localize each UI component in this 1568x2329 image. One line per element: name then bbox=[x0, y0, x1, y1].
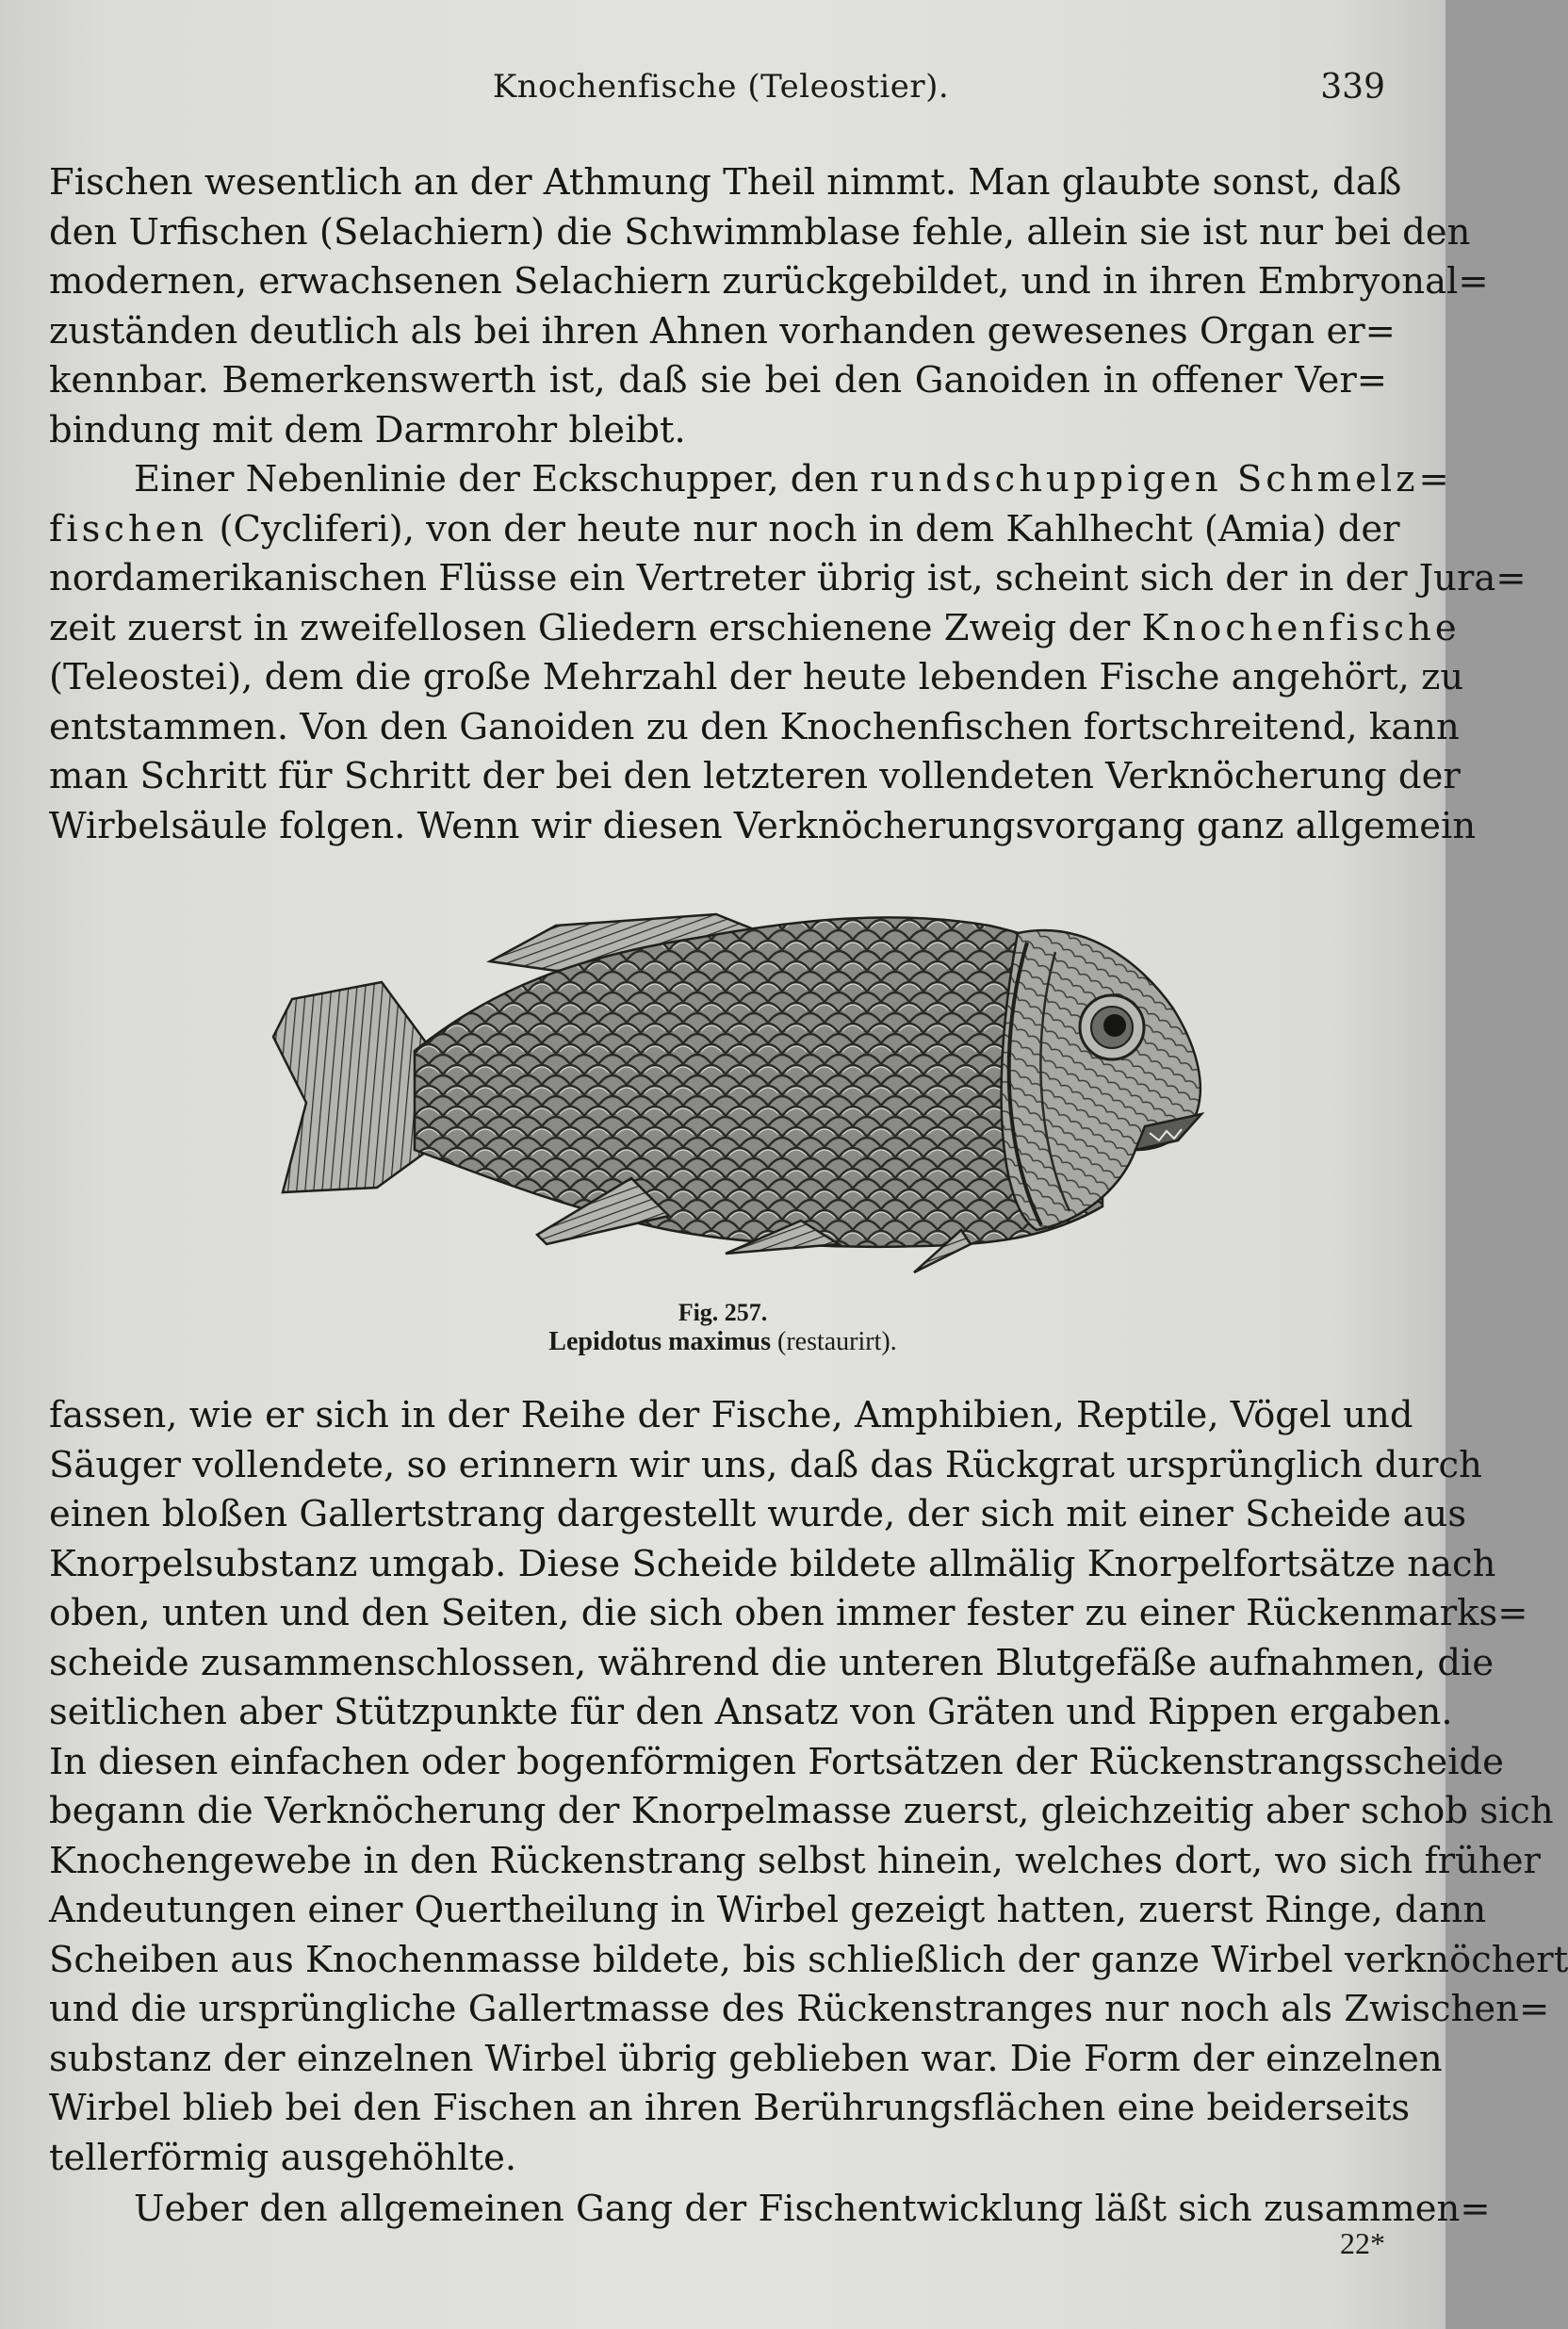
text-line bbox=[49, 505, 1400, 555]
text-line bbox=[49, 455, 1453, 505]
text-line: nordamerikanischen Flüsse ein Vertreter übrig ist, scheint sich der in der Jura= bbox=[49, 557, 1527, 599]
text-line: entstammen. Von den Ganoiden zu den Knochenfischen fortschreitend, kann bbox=[49, 705, 1460, 748]
text-line: tellerförmig ausgehöhlte. bbox=[49, 2136, 517, 2179]
text-run: zeit zuerst in zweifellosen Gliedern erschienene Zweig der bbox=[49, 606, 1142, 649]
fish-illustration bbox=[273, 867, 1206, 1291]
lepidotus-engraving bbox=[273, 867, 1206, 1291]
text-line: seitlichen aber Stützpunkte für den Ansatz von Gräten und Rippen ergaben. bbox=[49, 1691, 1453, 1733]
paragraph-fischentwicklung bbox=[49, 2185, 1491, 2235]
text-line: bindung mit dem Darmrohr bleibt. bbox=[49, 408, 686, 451]
text-line: kennbar. Bemerkenswerth ist, daß sie bei den Ganoiden in offener Ver= bbox=[49, 359, 1387, 402]
text-line: Knorpelsubstanz umgab. Diese Scheide bildete allmälig Knorpelfortsätze nach bbox=[49, 1542, 1496, 1585]
text-line: begann die Verknöcherung der Knorpelmasse zuerst, gleichzeitig aber schob sich bbox=[49, 1790, 1554, 1832]
paragraph-wirbelsaeule bbox=[49, 1391, 1568, 2183]
text-line: Wirbel blieb bei den Fischen an ihren Berührungsflächen eine beiderseits bbox=[49, 2087, 1411, 2129]
text-line: oben, unten und den Seiten, die sich oben immer fester zu einer Rückenmarks= bbox=[49, 1592, 1528, 1634]
text-line bbox=[49, 604, 1461, 654]
page-number: 339 bbox=[1320, 68, 1385, 107]
figure-number: Fig. 257. bbox=[678, 1299, 768, 1326]
text-line: Scheiben aus Knochenmasse bildete, bis schließlich der ganze Wirbel verknöchert bbox=[49, 1938, 1568, 1981]
text-line: Andeutungen einer Quertheilung in Wirbel gezeigt hatten, zuerst Ringe, dann bbox=[49, 1889, 1487, 1931]
text-line: Wirbelsäule folgen. Wenn wir diesen Verknöcherungsvorgang ganz allgemein bbox=[49, 804, 1477, 847]
caption-note: (restaurirt). bbox=[777, 1327, 897, 1356]
page-header bbox=[57, 68, 1385, 124]
text-line: modernen, erwachsenen Selachiern zurückgebildet, und in ihren Embryonal= bbox=[49, 260, 1489, 303]
species-name: Lepidotus maximus bbox=[548, 1327, 771, 1356]
text-line: zuständen deutlich als bei ihren Ahnen vorhanden gewesenes Organ er= bbox=[49, 309, 1396, 353]
text-line: fassen, wie er sich in der Reihe der Fische, Amphibien, Reptile, Vögel und bbox=[49, 1394, 1413, 1436]
paragraph-athmung bbox=[49, 158, 1489, 455]
text-line: und die ursprüngliche Gallertmasse des Rückenstranges nur noch als Zwischen= bbox=[49, 1988, 1550, 2030]
running-head: Knochenfische (Teleostier). bbox=[492, 68, 950, 106]
text-line: Ueber den allgemeinen Gang der Fischentwicklung läßt sich zusammen= bbox=[134, 2188, 1491, 2230]
spaced-term: fischen bbox=[49, 507, 208, 550]
signature-mark: 22* bbox=[1340, 2226, 1385, 2260]
text-run: Einer Nebenlinie der Eckschupper, den bbox=[134, 458, 871, 500]
fish-head bbox=[1002, 930, 1200, 1230]
paragraph-teleostei bbox=[49, 455, 1527, 851]
text-line: substanz der einzelnen Wirbel übrig geblieben war. Die Form der einzelnen bbox=[49, 2037, 1443, 2080]
text-line: Fischen wesentlich an der Athmung Theil nimmt. Man glaubte sonst, daß bbox=[49, 161, 1402, 204]
figure-caption bbox=[0, 1327, 1446, 1357]
text-line: (Teleostei), dem die große Mehrzahl der heute lebenden Fische angehört, zu bbox=[49, 656, 1464, 698]
text-line: In diesen einfachen oder bogenförmigen Fortsätzen der Rückenstrangsscheide bbox=[49, 1740, 1504, 1783]
text-run: (Cycliferi), von der heute nur noch in dem Kahlhecht (Amia) der bbox=[207, 507, 1400, 550]
text-line: man Schritt für Schritt der bei den letzteren vollendeten Verknöcherung der bbox=[49, 755, 1461, 797]
text-line: einen bloßen Gallertstrang dargestellt wurde, der sich mit einer Scheide aus bbox=[49, 1493, 1467, 1535]
spaced-term: rundschuppigen Schmelz= bbox=[870, 458, 1453, 500]
text-line: Säuger vollendete, so erinnern wir uns, daß das Rückgrat ursprünglich durch bbox=[49, 1443, 1482, 1486]
text-line: den Urfischen (Selachiern) die Schwimmblase fehle, allein sie ist nur bei den bbox=[49, 210, 1471, 254]
text-line: Knochengewebe in den Rückenstrang selbst hinein, welches dort, wo sich früher bbox=[49, 1839, 1541, 1882]
text-line: scheide zusammenschlossen, während die unteren Blutgefäße aufnahmen, die bbox=[49, 1641, 1494, 1684]
fish-body bbox=[415, 917, 1102, 1246]
spaced-term: Knochenfische bbox=[1141, 606, 1461, 649]
tail-fin bbox=[273, 982, 429, 1192]
